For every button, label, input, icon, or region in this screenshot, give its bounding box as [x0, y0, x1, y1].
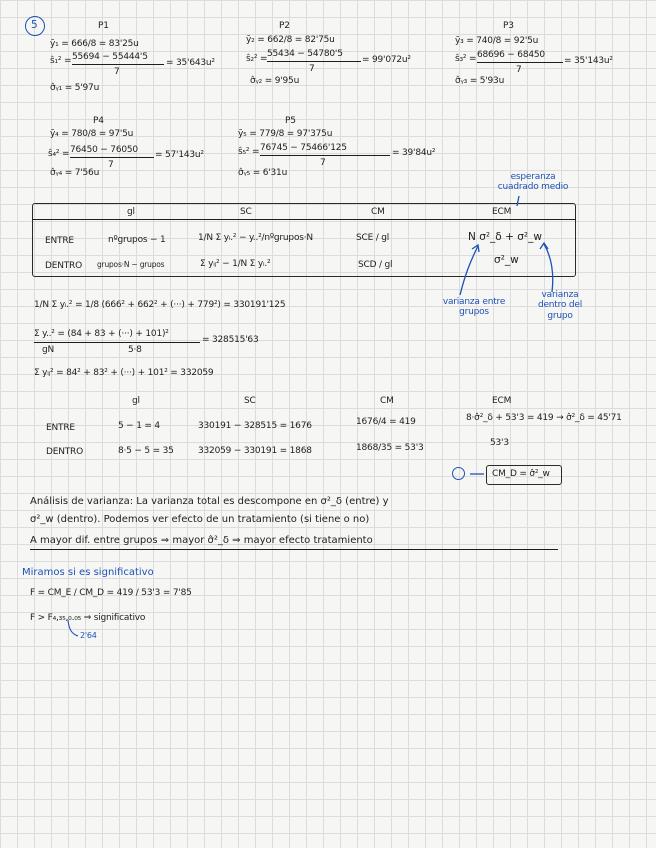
- analysis-line-2: σ²_w (dentro). Podemos ver efecto de un tratamiento (si tiene o no): [30, 514, 370, 525]
- between-variance-note: varianza entre grupos: [442, 297, 506, 318]
- table2-row-dentro-cm: 1868/35 = 53'3: [356, 443, 424, 453]
- p1-fraction-bar: [72, 64, 164, 65]
- f-comparison: F > F₄,₃₅,₀.₀₅ ⇒ significativo: [30, 613, 146, 623]
- p4-var-result: = 57'143u²: [155, 150, 204, 160]
- p3-var-result: = 35'143u²: [564, 56, 613, 66]
- p5-var-den: 7: [320, 158, 326, 168]
- p3-var-den: 7: [516, 65, 522, 75]
- analysis-line-3: A mayor dif. entre grupos ⇒ mayor σ̂²_δ ⇒ mayor efecto tratamiento: [30, 535, 373, 546]
- p3-sd: σ̂ᵧ₃ = 5'93u: [455, 76, 505, 86]
- calc-line-2-den: gN: [42, 345, 55, 355]
- p2-fraction-bar: [267, 61, 361, 62]
- table1-row-dentro-ecm: σ²_w: [494, 254, 519, 266]
- p1-sd: σ̂ᵧ₁ = 5'97u: [50, 83, 100, 93]
- f-critical-value: 2'64: [80, 631, 97, 640]
- table2-header-ecm: ECM: [492, 396, 512, 406]
- p2-var-num: 55434 − 54780'5: [267, 49, 343, 59]
- p1-var-den: 7: [114, 67, 120, 77]
- p5-mean: ȳ₅ = 779/8 = 97'375u: [238, 129, 333, 139]
- p4-sd: σ̂ᵧ₄ = 7'56u: [50, 168, 100, 178]
- table2-conclusion: CM_D = σ̂²_w: [492, 469, 550, 479]
- table2-row-entre-cm: 1676/4 = 419: [356, 417, 416, 427]
- table1-header-ecm: ECM: [492, 207, 512, 217]
- table2-row-entre-ecm: 8·σ̂²_δ + 53'3 = 419 → σ̂²_δ = 45'71: [466, 413, 622, 423]
- ecm-note: esperanza cuadrado medio: [497, 172, 569, 193]
- calc-line-2-num: Σ y..² = (84 + 83 + (···) + 101)²: [34, 329, 169, 339]
- p4-var-num: 76450 − 76050: [70, 145, 138, 155]
- calc-line-2-mid: 5·8: [128, 345, 142, 355]
- table2-row-dentro-ecm: 53'3: [490, 438, 509, 448]
- table1-row-dentro-label: DENTRO: [45, 261, 82, 271]
- table2-header-gl: gl: [132, 396, 140, 406]
- table2-row-dentro-label: DENTRO: [46, 447, 83, 457]
- p5-sd: σ̂ᵧ₅ = 6'31u: [238, 168, 288, 178]
- conclusion-marker: [452, 467, 465, 480]
- table1-row-entre-label: ENTRE: [45, 236, 74, 246]
- p1-label: P1: [98, 21, 109, 31]
- calc-line-2-bar: [34, 342, 200, 343]
- p3-label: P3: [503, 21, 514, 31]
- table1-header-sc: SC: [240, 207, 252, 217]
- p2-var-lhs: ŝ₂² =: [246, 54, 268, 64]
- calc-line-1: 1/N Σ yᵢ.² = 1/8 (666² + 662² + (···) + 779²) = 330191'125: [34, 300, 286, 310]
- p5-fraction-bar: [260, 155, 390, 156]
- p4-mean: ȳ₄ = 780/8 = 97'5u: [50, 129, 134, 139]
- p4-fraction-bar: [70, 157, 154, 158]
- p2-var-result: = 99'072u²: [362, 55, 411, 65]
- table1-row-dentro-sc: Σ yᵢⱼ² − 1/N Σ yᵢ.²: [200, 259, 271, 269]
- p1-var-num: 55694 − 55444'5: [72, 52, 148, 62]
- p4-var-den: 7: [108, 160, 114, 170]
- analysis-underline: [30, 549, 558, 550]
- p3-var-num: 68696 − 68450: [477, 50, 545, 60]
- p3-mean: ȳ₃ = 740/8 = 92'5u: [455, 36, 539, 46]
- p5-var-lhs: ŝ₅² =: [238, 147, 260, 157]
- table2-header-cm: CM: [380, 396, 394, 406]
- within-variance-note: varianza dentro del grupo: [537, 290, 583, 321]
- p1-mean: ȳ₁ = 666/8 = 83'25u: [50, 39, 139, 49]
- significance-heading: Miramos si es significativo: [22, 567, 154, 578]
- p3-var-lhs: ŝ₃² =: [455, 54, 477, 64]
- f-statistic: F = CM_E / CM_D = 419 / 53'3 = 7'85: [30, 588, 192, 598]
- table1-row-dentro-cm: SCD / gl: [358, 260, 393, 270]
- p4-var-lhs: ŝ₄² =: [48, 149, 70, 159]
- p5-var-num: 76745 − 75466'125: [260, 143, 347, 153]
- p1-var-result: = 35'643u²: [166, 58, 215, 68]
- table2-row-entre-gl: 5 − 1 = 4: [118, 421, 160, 431]
- table2-row-dentro-sc: 332059 − 330191 = 1868: [198, 446, 312, 456]
- calc-line-3: Σ yᵢⱼ² = 84² + 83² + (···) + 101² = 332059: [34, 368, 214, 378]
- p5-label: P5: [285, 116, 296, 126]
- p2-var-den: 7: [309, 64, 315, 74]
- exercise-number: 5: [31, 19, 38, 31]
- table1-row-entre-cm: SCE / gl: [356, 233, 390, 243]
- table1-row-entre-sc: 1/N Σ yᵢ.² − y..²/nºgrupos·N: [198, 233, 313, 243]
- table1-row-entre-ecm: N σ²_δ + σ²_w: [468, 231, 542, 243]
- p2-sd: σ̂ᵧ₂ = 9'95u: [250, 76, 300, 86]
- table2-header-sc: SC: [244, 396, 256, 406]
- table1-row-entre-gl: nºgrupos − 1: [108, 235, 166, 245]
- p2-mean: ȳ₂ = 662/8 = 82'75u: [246, 35, 335, 45]
- p1-var-lhs: ŝ₁² =: [50, 56, 72, 66]
- analysis-line-1: Análisis de varianza: La varianza total es descompone en σ²_δ (entre) y: [30, 496, 389, 507]
- calc-line-2-result: = 328515'63: [202, 335, 259, 345]
- table2-row-dentro-gl: 8·5 − 5 = 35: [118, 446, 174, 456]
- table1-top-rule: [32, 219, 576, 220]
- table2-row-entre-sc: 330191 − 328515 = 1676: [198, 421, 312, 431]
- p4-label: P4: [93, 116, 104, 126]
- table1-header-cm: CM: [371, 207, 385, 217]
- table1-row-dentro-gl: grupos·N − grupos: [97, 260, 165, 269]
- p5-var-result: = 39'84u²: [392, 148, 436, 158]
- p2-label: P2: [279, 21, 290, 31]
- p3-fraction-bar: [477, 62, 563, 63]
- table1-header-gl: gl: [127, 207, 135, 217]
- table2-row-entre-label: ENTRE: [46, 423, 75, 433]
